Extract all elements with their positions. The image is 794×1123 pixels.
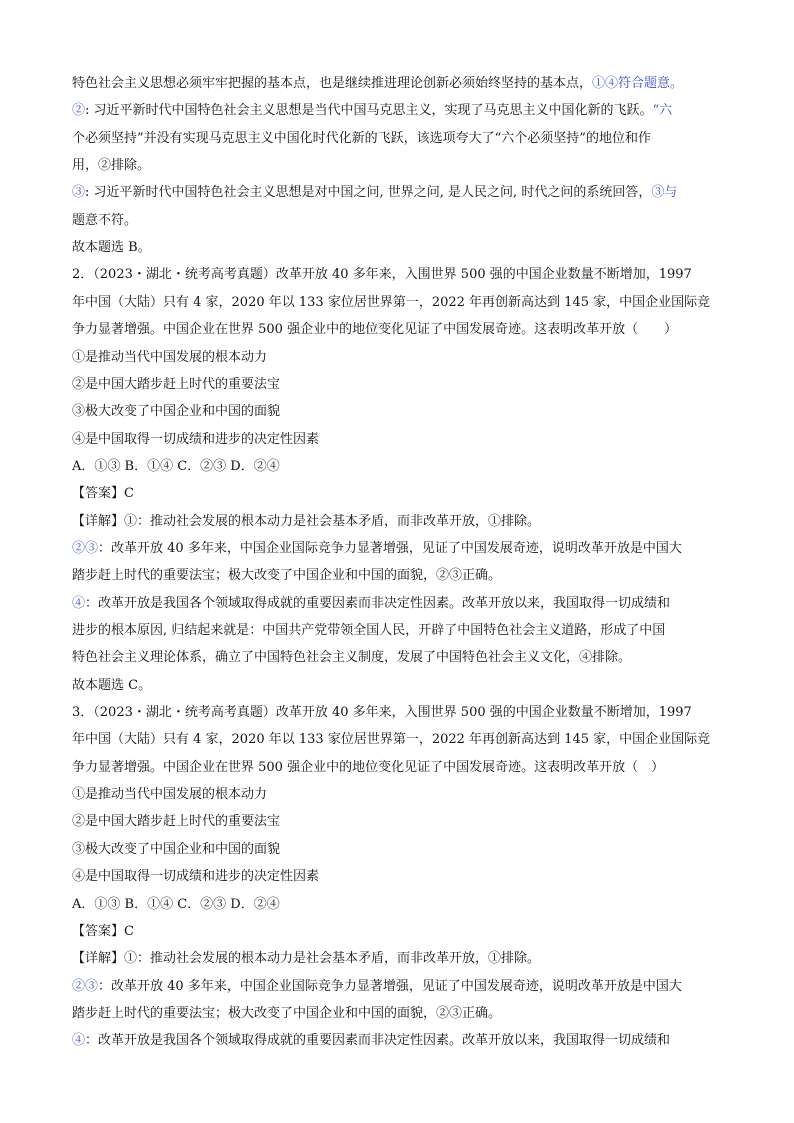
text-line <box>72 293 710 313</box>
highlighted-text: ③与 <box>651 185 678 201</box>
highlighted-text: “六 <box>652 103 673 119</box>
text-line <box>72 211 137 231</box>
text-line <box>72 238 151 258</box>
text-line <box>72 320 677 340</box>
text-span: 踏步赶上时代的重要法宝；极大改变了中国企业和中国的面貌，②③正确。 <box>72 1005 502 1021</box>
text-line <box>72 430 319 450</box>
text-span: 特色社会主义理论体系，确立了中国特色社会主义制度，发展了中国特色社会主义文化，④排除。 <box>72 650 632 666</box>
highlighted-text: ④ <box>72 1033 86 1049</box>
text-line <box>72 375 280 395</box>
text-span: 【答案】C <box>72 923 134 939</box>
text-span: 2．（2023・湖北・统考高考真题）改革开放 40 多年来，入围世界 500 强的中国企业数量不断增加，1997 <box>72 267 692 283</box>
highlighted-text: ②③ <box>72 978 99 994</box>
text-span: 特色社会主义思想必须牢牢把握的基本点，也是继续推进理论创新必须始终坚持的基本点， <box>72 76 593 91</box>
text-span: ：改革开放是我国各个领域取得成就的重要因素而非决定性因素。改革开放以来，我国取得一切成绩和 <box>85 595 671 611</box>
text-span: 3．（2023・湖北・统考高考真题）改革开放 40 多年来，入围世界 500 强的中国企业数量不断增加，1997 <box>72 705 692 721</box>
text-line <box>72 156 150 176</box>
text-span: 故本题选 B。 <box>72 240 151 256</box>
text-line <box>72 457 280 477</box>
text-span: 故本题选 C。 <box>72 677 152 693</box>
text-line <box>72 785 267 805</box>
highlighted-text: ①④符合题意。 <box>592 76 684 91</box>
text-span: ④是中国取得一切成绩和进步的决定性因素 <box>72 869 320 885</box>
text-line <box>72 74 683 94</box>
text-span: 【详解】①：推动社会发展的根本动力是社会基本矛盾，而非改革开放，①排除。 <box>72 513 541 529</box>
text-span: 年中国（大陆）只有 4 家，2020 年以 133 家位居世界第一，2022 年再创新高达到 145 家，中国企业国际竞 <box>72 294 711 310</box>
text-line <box>72 183 677 203</box>
text-line <box>72 101 672 121</box>
text-line <box>72 867 319 887</box>
text-span: A．①③ B．①④ C．②③ D．②④ <box>72 458 280 474</box>
text-span: 【详解】①：推动社会发展的根本动力是社会基本矛盾，而非改革开放，①排除。 <box>72 951 541 967</box>
text-span: ①是推动当代中国发展的根本动力 <box>72 349 268 365</box>
text-line <box>72 348 267 368</box>
text-span: ②是中国大踏步赶上时代的重要法宝 <box>72 814 281 830</box>
text-line <box>72 648 631 668</box>
text-span: : 习近平新时代中国特色社会主义思想是当代中国马克思主义，实现了马克思主义中国化新的飞跃。 <box>85 103 653 119</box>
text-span: 年中国（大陆）只有 4 家，2020 年以 133 家位居世界第一，2022 年再创新高达到 145 家，中国企业国际竞 <box>72 732 711 748</box>
text-span: 用，②排除。 <box>72 158 151 174</box>
text-line <box>72 621 665 641</box>
text-span: ：改革开放 40 多年来，中国企业国际竞争力显著增强，见证了中国发展奇迹，说明改革开放是中国大 <box>98 978 682 994</box>
text-span: ③极大改变了中国企业和中国的面貌 <box>72 404 281 420</box>
text-line <box>72 758 664 778</box>
text-line <box>72 1004 501 1024</box>
text-span: ④是中国取得一切成绩和进步的决定性因素 <box>72 431 320 447</box>
text-span: 题意不符。 <box>72 212 138 228</box>
text-line <box>72 895 280 915</box>
text-line <box>72 840 280 860</box>
text-line <box>72 676 151 696</box>
text-line <box>72 730 710 750</box>
text-line <box>72 703 692 723</box>
text-span: 进步的根本原因, 归结起来就是：中国共产党带领全国人民，开辟了中国特色社会主义道路，形成了中国 <box>72 623 666 638</box>
highlighted-text: ④ <box>72 595 86 611</box>
text-span: 踏步赶上时代的重要法宝；极大改变了中国企业和中国的面貌，②③正确。 <box>72 568 502 584</box>
text-line <box>72 512 540 532</box>
text-line <box>72 594 670 614</box>
text-line <box>72 265 692 285</box>
text-span: 争力显著增强。中国企业在世界 500 强企业中的地位变化见证了中国发展奇迹。这表明改革开放（ ） <box>72 322 678 338</box>
text-span: ：改革开放是我国各个领域取得成就的重要因素而非决定性因素。改革开放以来，我国取得一切成绩和 <box>85 1033 671 1049</box>
text-line <box>72 129 651 149</box>
text-line <box>72 812 280 832</box>
text-span: ①是推动当代中国发展的根本动力 <box>72 787 268 803</box>
text-span: 争力显著增强。中国企业在世界 500 强企业中的地位变化见证了中国发展奇迹。这表明改革开放（ ） <box>72 759 665 775</box>
text-line <box>72 977 682 997</box>
text-span: ③极大改变了中国企业和中国的面貌 <box>72 841 281 857</box>
text-span: 【答案】C <box>72 486 134 502</box>
text-span: 个必须坚持”并没有实现马克思主义中国化时代化新的飞跃，该选项夸大了“六个必须坚持”的地位和作 <box>72 130 651 146</box>
text-line <box>72 1031 670 1051</box>
text-line <box>72 402 280 422</box>
text-line <box>72 922 134 942</box>
text-span: A．①③ B．①④ C．②③ D．②④ <box>72 896 280 912</box>
highlighted-text: ③ <box>72 185 86 201</box>
text-line <box>72 566 501 586</box>
text-span: ：改革开放 40 多年来，中国企业国际竞争力显著增强，见证了中国发展奇迹，说明改革开放是中国大 <box>98 540 682 556</box>
highlighted-text: ②③ <box>72 540 99 556</box>
text-line <box>72 539 682 559</box>
text-line <box>72 949 540 969</box>
highlighted-text: ② <box>72 103 86 119</box>
text-span: : 习近平新时代中国特色社会主义思想是对中国之问, 世界之问, 是人民之问, 时代之问的系统回答， <box>85 185 652 201</box>
text-span: ②是中国大踏步赶上时代的重要法宝 <box>72 376 281 392</box>
text-line <box>72 484 134 504</box>
